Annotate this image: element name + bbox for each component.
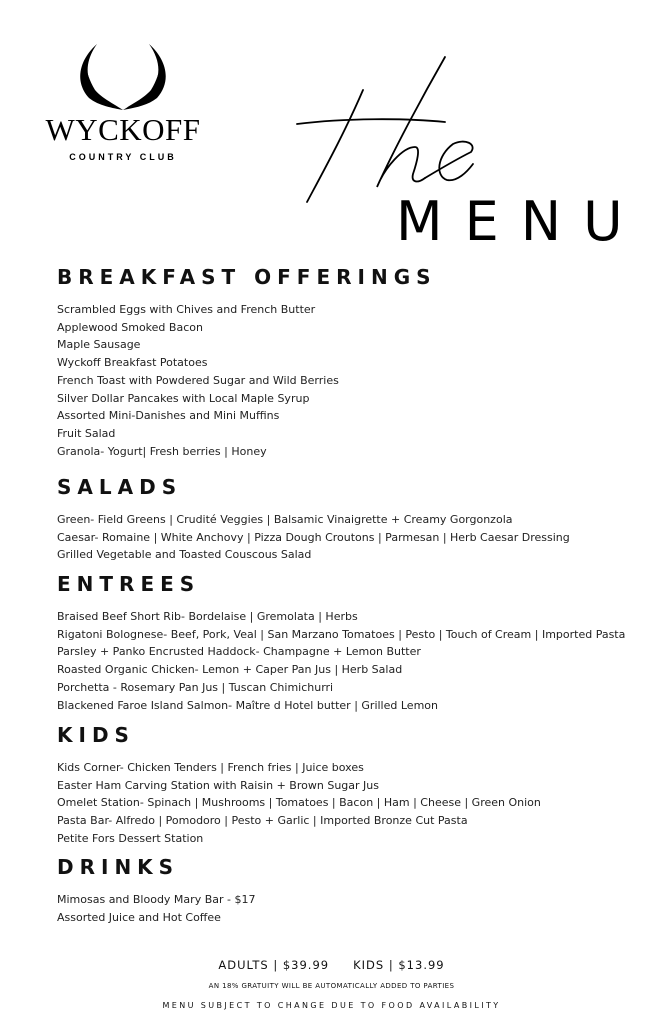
availability-note: MENU SUBJECT TO CHANGE DUE TO FOOD AVAILABILITY xyxy=(162,1001,501,1010)
menu-item: Omelet Station- Spinach | Mushrooms | Tomatoes | Bacon | Ham | Cheese | Green Onion xyxy=(57,796,541,810)
gratuity-note: AN 18% GRATUITY WILL BE AUTOMATICALLY ADDED TO PARTIES xyxy=(208,982,455,990)
menu-item: Maple Sausage xyxy=(57,338,141,352)
brand-subtitle: COUNTRY CLUB xyxy=(69,152,177,162)
menu-item: Assorted Juice and Hot Coffee xyxy=(57,910,221,924)
section-drinks xyxy=(57,855,647,926)
section-title: ENTREES xyxy=(57,572,201,596)
menu-item: Braised Beef Short Rib- Bordelaise | Gremolata | Herbs xyxy=(57,610,358,623)
menu-item: Scrambled Eggs with Chives and French Butter xyxy=(57,303,316,316)
menu-item: Wyckoff Breakfast Potatoes xyxy=(57,356,208,370)
menu-item: Green- Field Greens | Crudité Veggies | Balsamic Vinaigrette + Creamy Gorgonzola xyxy=(57,513,513,526)
menu-item: Blackened Faroe Island Salmon- Maître d Hotel butter | Grilled Lemon xyxy=(57,698,438,712)
menu-item: Caesar- Romaine | White Anchovy | Pizza Dough Croutons | Parmesan | Herb Caesar Dressing xyxy=(57,530,570,544)
section-title: KIDS xyxy=(57,723,135,747)
adult-price: ADULTS | $39.99 xyxy=(218,958,330,972)
section-kids xyxy=(57,723,647,848)
menu-item: Parsley + Panko Encrusted Haddock- Champagne + Lemon Butter xyxy=(57,645,421,659)
menu-item: Kids Corner- Chicken Tenders | French fries | Juice boxes xyxy=(57,761,364,774)
menu-item: Easter Ham Carving Station with Raisin + Brown Sugar Jus xyxy=(57,778,379,792)
menu-item: Roasted Organic Chicken- Lemon + Caper Pan Jus | Herb Salad xyxy=(57,663,403,677)
section-salads xyxy=(57,475,647,564)
section-breakfast xyxy=(57,265,647,460)
section-title: BREAKFAST OFFERINGS xyxy=(57,265,437,289)
section-title: SALADS xyxy=(57,475,183,499)
menu-item: Granola- Yogurt| Fresh berries | Honey xyxy=(57,444,267,458)
menu-item: Mimosas and Bloody Mary Bar - $17 xyxy=(57,893,256,906)
section-entrees xyxy=(57,572,647,714)
script-title xyxy=(285,52,485,207)
menu-item: Assorted Mini-Danishes and Mini Muffins xyxy=(57,409,280,423)
menu-item: Applewood Smoked Bacon xyxy=(57,320,203,334)
kids-price: KIDS | $13.99 xyxy=(353,958,445,972)
menu-item: French Toast with Powdered Sugar and Wild Berries xyxy=(57,373,339,387)
menu-item: Silver Dollar Pancakes with Local Maple Syrup xyxy=(57,391,310,405)
antlers-icon xyxy=(63,40,183,112)
menu-item: Pasta Bar- Alfredo | Pomodoro | Pesto + Garlic | Imported Bronze Cut Pasta xyxy=(57,814,468,828)
brand-name: WYCKOFF xyxy=(45,112,201,147)
menu-item: Petite Fors Dessert Station xyxy=(57,831,204,845)
club-logo xyxy=(28,40,218,170)
menu-title: MENU xyxy=(396,190,645,253)
section-title: DRINKS xyxy=(57,855,180,879)
menu-item: Rigatoni Bolognese- Beef, Pork, Veal | San Marzano Tomatoes | Pesto | Touch of Cream | Imported Pasta xyxy=(57,627,626,641)
menu-item: Fruit Salad xyxy=(57,426,116,440)
menu-item: Grilled Vegetable and Toasted Couscous Salad xyxy=(57,548,312,562)
price-line xyxy=(0,958,663,972)
menu-item: Porchetta - Rosemary Pan Jus | Tuscan Chimichurri xyxy=(57,680,334,694)
